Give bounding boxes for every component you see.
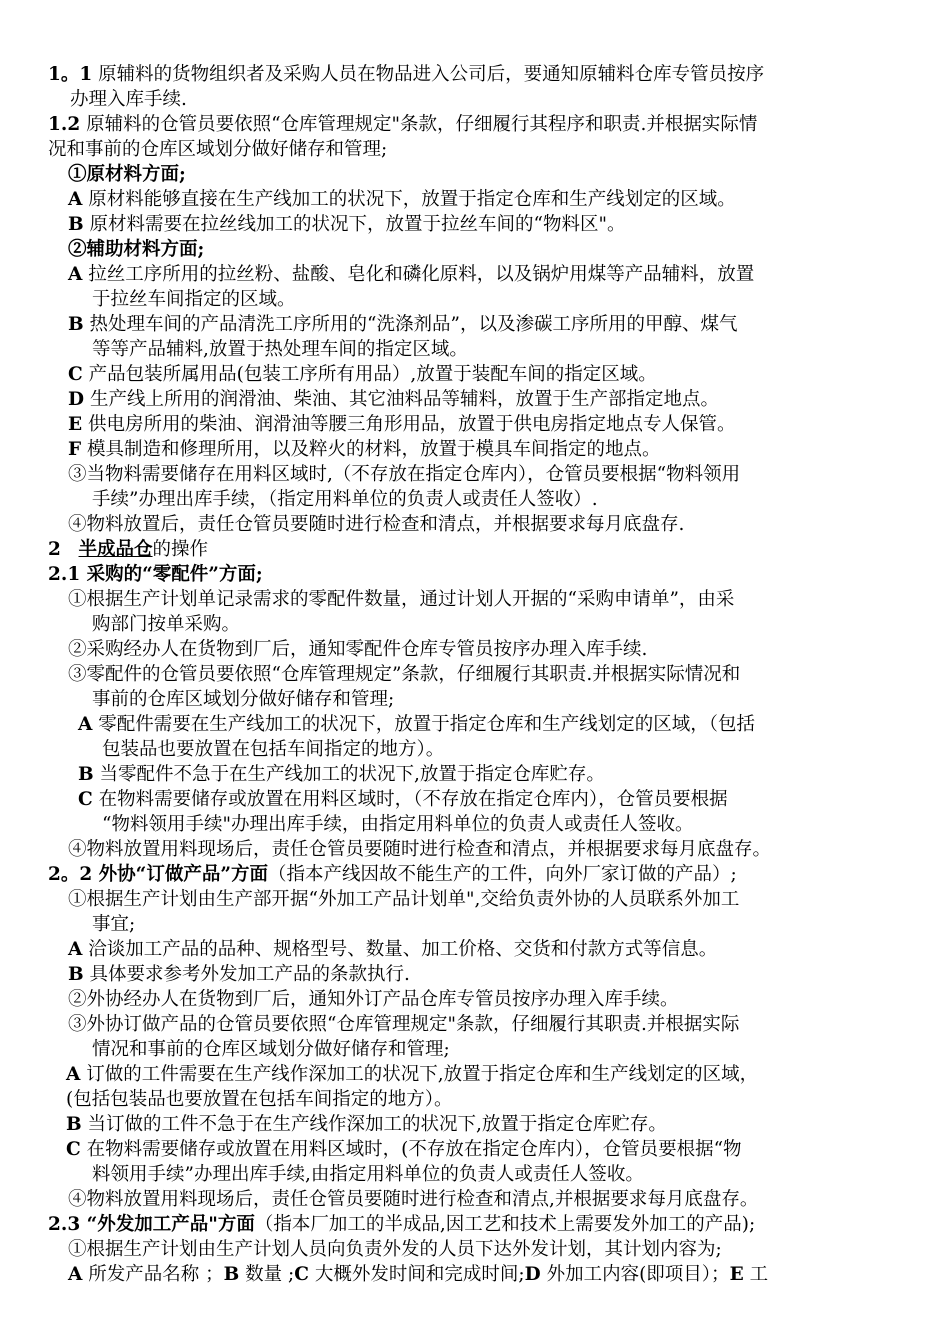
item-raw-b: B 原材料需要在拉丝线加工的状况下，放置于拉丝车间的“物料区"。 [68, 214, 626, 235]
section-2-heading: 2 半成品仓的操作 [48, 539, 209, 560]
item-2-3-list: A 所发产品名称 ；B 数量 ;C 大概外发时间和完成时间;D 外加工内容(即项目）；E 工 [68, 1264, 769, 1285]
item-2-1-a: A 零配件需要在生产线加工的状况下，放置于指定仓库和生产线划定的区域，（包括 [78, 714, 756, 735]
section-2-2-heading: 2。2 外协“订做产品”方面（指本产线因故不能生产的工件，向外厂家订做的产品）; [48, 864, 737, 885]
item-2-1-4: ④物料放置用料现场后，责任仓管员要随时进行检查和清点，并根据要求每月底盘存。 [68, 839, 772, 860]
item-2-2-2: ②外协经办人在货物到厂后，通知外订产品仓库专管员按序办理入库手续。 [68, 989, 679, 1010]
item-aux-b: B 热处理车间的产品清洗工序所用的“洗涤剂品”，以及渗碳工序所用的甲醇、煤气 [68, 314, 738, 335]
item-aux-e: E 供电房所用的柴油、润滑油等腰三角形用品，放置于供电房指定地点专人保管。 [68, 414, 736, 435]
item-aux-a: A 拉丝工序所用的拉丝粉、盐酸、皂化和磷化原料，以及锅炉用煤等产品辅料，放置 [68, 264, 755, 285]
heading-auxiliary: ②辅助材料方面; [68, 239, 205, 260]
item-2-1-3: ③零配件的仓管员要依照“仓库管理规定”条款，仔细履行其职责.并根据实际情况和 [68, 664, 741, 685]
item-aux-b-cont: 等等产品辅料,放置于热处理车间的指定区域。 [92, 339, 468, 360]
item-2-1-2: ②采购经办人在货物到厂后，通知零配件仓库专管员按序办理入库手续. [68, 639, 648, 660]
para-1-2-cont: 况和事前的仓库区域划分做好储存和管理; [48, 139, 388, 160]
item-2-2-b: B 具体要求参考外发加工产品的条款执行. [68, 964, 410, 985]
item-2-2-1: ①根据生产计划由生产部开据“外加工产品计划单",交给负责外协的人员联系外加工 [68, 889, 740, 910]
item-2-2-3-b: B 当订做的工件不急于在生产线作深加工的状况下,放置于指定仓库贮存。 [66, 1114, 667, 1135]
item-2-2-3: ③外协订做产品的仓管员要依照“仓库管理规定"条款，仔细履行其职责.并根据实际 [68, 1014, 740, 1035]
item-2-2-3-c-cont: 料领用手续”办理出库手续,由指定用料单位的负责人或责任人签收。 [92, 1164, 644, 1185]
item-aux-d: D 生产线上所用的润滑油、柴油、其它油料品等辅料，放置于生产部指定地点。 [68, 389, 719, 410]
item-storage-4: ④物料放置后，责任仓管员要随时进行检查和清点，并根据要求每月底盘存. [68, 514, 685, 535]
item-2-2-4: ④物料放置用料现场后，责任仓管员要随时进行检查和清点,并根据要求每月底盘存。 [68, 1189, 759, 1210]
item-2-2-1-cont: 事宜; [92, 914, 136, 935]
item-storage-3: ③当物料需要储存在用料区域时,（不存放在指定仓库内），仓管员要根据“物料领用 [68, 464, 741, 485]
item-2-2-3-cont: 情况和事前的仓库区域划分做好储存和管理; [92, 1039, 450, 1060]
item-2-2-3-a-cont: (包括包装品也要放置在包括车间指定的地方）。 [66, 1089, 453, 1110]
para-1-1-cont: 办理入库手续. [70, 89, 187, 110]
item-aux-a-cont: 于拉丝车间指定的区域。 [92, 289, 296, 310]
item-2-1-b: B 当零配件不急于在生产线加工的状况下,放置于指定仓库贮存。 [78, 764, 605, 785]
item-2-1-3-cont: 事前的仓库区域划分做好储存和管理; [92, 689, 395, 710]
item-aux-f: F 模具制造和修理所用，以及粹火的材料，放置于模具车间指定的地点。 [68, 439, 661, 460]
item-aux-c: C 产品包装所属用品(包装工序所有用品）,放置于装配车间的指定区域。 [68, 364, 657, 385]
item-2-3-1: ①根据生产计划由生产计划人员向负责外发的人员下达外发计划，其计划内容为; [68, 1239, 722, 1260]
heading-raw-materials: ①原材料方面; [68, 164, 186, 185]
para-1-2: 1.2 原辅料的仓管员要依照“仓库管理规定"条款，仔细履行其程序和职责.并根据实际情 [48, 114, 758, 135]
item-2-1-1: ①根据生产计划单记录需求的零配件数量，通过计划人开据的“采购申请单”，由采 [68, 589, 735, 610]
item-storage-3-cont: 手续”办理出库手续，（指定用料单位的负责人或责任人签收）. [92, 489, 598, 510]
item-2-1-1-cont: 购部门按单采购。 [92, 614, 241, 635]
item-raw-a: A 原材料能够直接在生产线加工的状况下，放置于指定仓库和生产线划定的区域。 [68, 189, 736, 210]
item-2-2-3-a: A 订做的工件需要在生产线作深加工的状况下,放置于指定仓库和生产线划定的区域， [66, 1064, 759, 1085]
item-2-2-a: A 洽谈加工产品的品种、规格型号、数量、加工价格、交货和付款方式等信息。 [68, 939, 718, 960]
para-1-1: 1。1 原辅料的货物组织者及采购人员在物品进入公司后，要通知原辅料仓库专管员按序 [48, 64, 765, 85]
item-2-1-c: C 在物料需要储存或放置在用料区域时，（不存放在指定仓库内），仓管员要根据 [78, 789, 728, 810]
item-2-2-3-c: C 在物料需要储存或放置在用料区域时，(不存放在指定仓库内），仓管员要根据“物 [66, 1139, 742, 1160]
section-2-3-heading: 2.3 “外发加工产品"方面（指本厂加工的半成品,因工艺和技术上需要发外加工的产品); [48, 1214, 756, 1235]
section-2-1-heading: 2.1 采购的“零配件”方面; [48, 564, 263, 585]
item-2-1-c-cont: “物料领用手续"办理出库手续，由指定用料单位的负责人或责任人签收。 [102, 814, 694, 835]
item-2-1-a-cont: 包装品也要放置在包括车间指定的地方）。 [102, 739, 445, 760]
